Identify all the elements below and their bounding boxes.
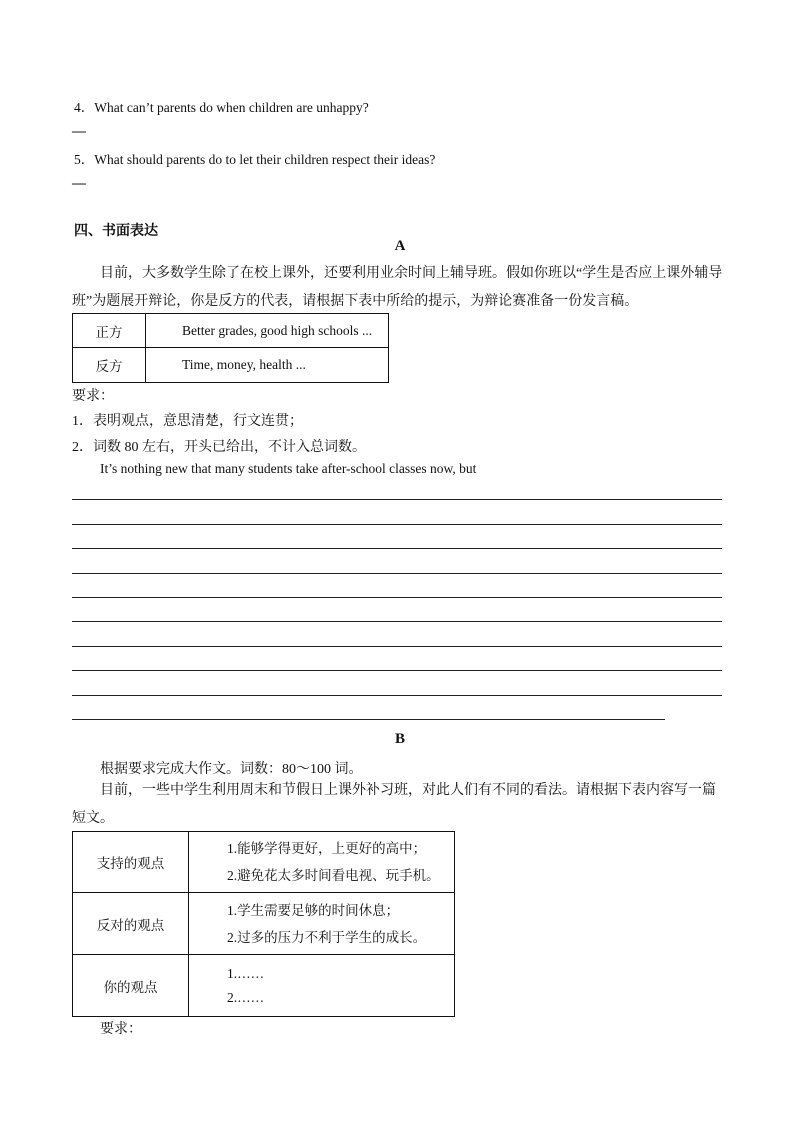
opinion-label: 你的观点: [73, 955, 189, 1017]
opinion-point: 2.避免花太多时间看电视、玩手机。: [227, 868, 440, 883]
essay-starter: It’s nothing new that many students take after-school classes now, but: [100, 461, 477, 476]
debate-table: [72, 313, 389, 383]
requirements-label-a: 要求：: [72, 389, 114, 404]
question-5: [74, 148, 435, 168]
question-4: [74, 96, 369, 116]
part-b-heading: B: [394, 731, 405, 747]
opinion-points: [189, 893, 455, 955]
opinion-points: [189, 832, 455, 893]
opinion-point: 1.能够学得更好，上更好的高中；: [227, 841, 427, 856]
opinion-point: 1.学生需要足够的时间休息；: [227, 902, 400, 918]
table-row: [73, 314, 389, 348]
writing-line[interactable]: [72, 719, 665, 720]
question-text: What can’t parents do when children are unhappy?: [94, 100, 369, 115]
opinion-label: 支持的观点: [73, 832, 189, 893]
side-label: 反方: [73, 348, 146, 383]
answer-blank-4[interactable]: —: [72, 124, 86, 139]
opinion-point: 2.……: [227, 989, 265, 1005]
writing-line[interactable]: [72, 646, 722, 647]
answer-blank-5[interactable]: —: [72, 176, 86, 191]
opinion-point: 2.过多的压力不利于学生的成长。: [227, 929, 427, 945]
table-row: [73, 893, 455, 955]
writing-line[interactable]: [72, 548, 722, 549]
opinion-label: 反对的观点: [73, 893, 189, 955]
writing-line[interactable]: [72, 621, 722, 622]
part-b-instruction: 根据要求完成大作文。词数：80～100 词。: [100, 762, 363, 777]
requirements-label-b: 要求：: [100, 1022, 142, 1037]
part-a-heading: A: [394, 238, 406, 254]
question-number: 4．: [74, 100, 95, 115]
writing-line[interactable]: [72, 499, 722, 500]
opinion-points[interactable]: [189, 955, 455, 1017]
opinion-table: [72, 831, 455, 1017]
writing-line[interactable]: [72, 695, 722, 696]
section-title: 四、书面表达: [74, 224, 158, 239]
side-label: 正方: [73, 314, 146, 348]
requirement-item: 1．表明观点，意思清楚，行文连贯；: [72, 414, 303, 429]
requirement-item: 2．词数 80 左右，开头已给出，不计入总词数。: [72, 440, 366, 455]
opinion-point: 1.……: [227, 965, 265, 981]
writing-line[interactable]: [72, 597, 722, 598]
writing-line[interactable]: [72, 670, 722, 671]
table-row: [73, 832, 455, 893]
side-points: Time, money, health ...: [146, 348, 389, 383]
side-points: Better grades, good high schools ...: [146, 314, 389, 348]
writing-line[interactable]: [72, 573, 722, 574]
part-a-intro: 目前，大多数学生除了在校上课外，还要利用业余时间上辅导班。假如你班以“学生是否应上课外辅导班”为题展开辩论，你是反方的代表，请根据下表中所给的提示，为辩论赛准备一份发言稿。: [72, 266, 723, 309]
question-text: What should parents do to let their children respect their ideas?: [94, 152, 436, 167]
question-number: 5．: [74, 152, 95, 167]
table-row: [73, 955, 455, 1017]
writing-line[interactable]: [72, 524, 722, 525]
part-b-intro: 目前，一些中学生利用周末和节假日上课外补习班，对此人们有不同的看法。请根据下表内容写一篇短文。: [72, 783, 716, 826]
table-row: [73, 348, 389, 383]
